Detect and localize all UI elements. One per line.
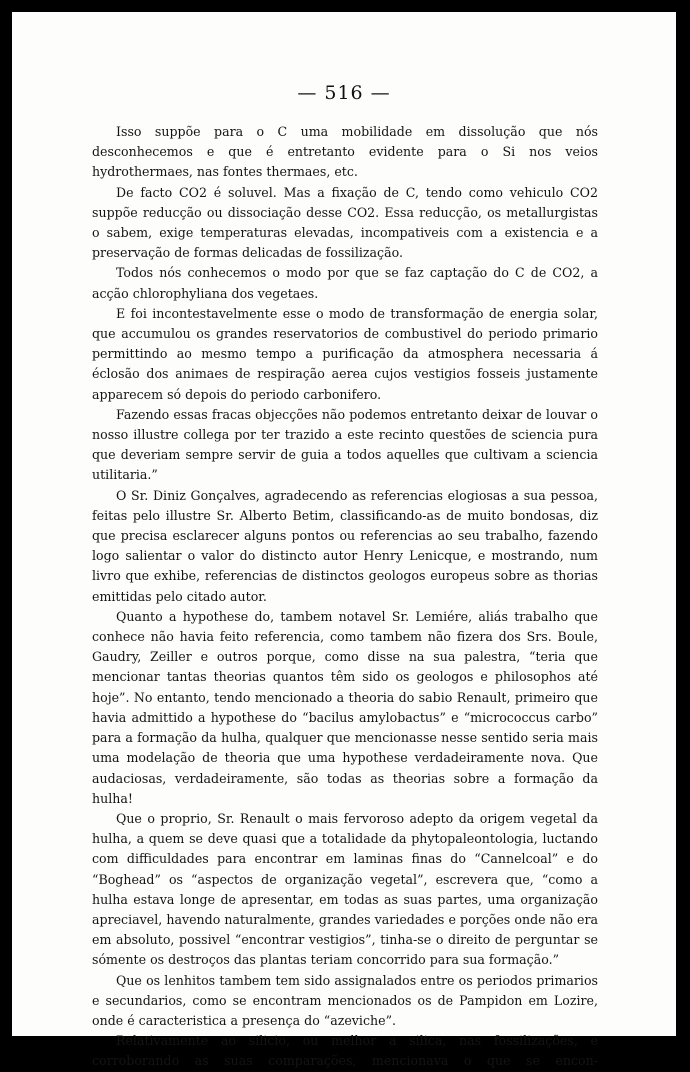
document-page bbox=[12, 12, 676, 1069]
paragraph-4: E foi incontestavelmente esse o modo de transformação de energia solar, que accumulou os grandes reservatorios de combustivel do periodo primario permittindo ao mesmo tempo a purificação da atmosphera necessaria á éclosão dos animaes de respiração aerea cujos vestigios fosseis justamente apparecem só depois do periodo carbonifero. bbox=[92, 305, 598, 402]
paragraph-9: Que os lenhitos tambem tem sido assignalados entre os periodos primarios e secundarios, como se encontram mencionados os de Pampidon em Lozire, onde é caracteristica a presença do “azeviche”. bbox=[92, 972, 598, 1028]
paragraph-1: Isso suppõe para o C uma mobilidade em dissolução que nós desconhecemos e que é entretanto evidente para o Si nos veios hydrothermaes, nas fontes thermaes, etc. bbox=[92, 124, 598, 180]
paragraph-2: De facto CO2 é soluvel. Mas a fixação de C, tendo como vehiculo CO2 suppõe reducção ou dissociação desse CO2. Essa reducção, os metallurgistas o sabem, exige temperaturas elevadas, incompativeis com a existencia e a preservação de formas delicadas de fossilização. bbox=[92, 184, 598, 261]
paragraph-7: Quanto a hypothese do, tambem notavel Sr. Lemiére, aliás trabalho que conhece não havia feito referencia, como tambem não fizera dos Srs. Boule, Gaudry, Zeiller e outros porque, como disse na sua palestra, “teria que mencionar tantas theorias quantos têm sido os geologos e philosophos até hoje”. No entanto, tendo mencionado a theoria do sabio Renault, primeiro que havia admittido a hypothese do “bacilus amylobactus” e “micrococcus carbo” para a formação da hulha, qualquer que mencionasse nesse sentido seria mais uma modelação de theoria que uma hypothese verdadeiramente nova. Que audaciosas, verdadeiramente, são todas as theorias sobre a formação da hulha! bbox=[92, 608, 598, 806]
paragraph-8: Que o proprio, Sr. Renault o mais fervoroso adepto da origem vegetal da hulha, a quem se deve quasi que a totalidade da phytopaleontologia, luctando com difficuldades para encontrar em laminas finas do “Cannelcoal” e do “Boghead” os “aspectos de organização vegetal”, escrevera que, “como a hulha estava longe de apresentar, em todas as suas partes, uma organização apreciavel, havendo naturalmente, grandes variedades e porções onde não era em absoluto, possivel “encontrar vestigios”, tinha-se o direito de perguntar se sómente os destroços das plantas teriam concorrido para sua formação.” bbox=[92, 810, 598, 968]
page-body bbox=[92, 122, 598, 1072]
paragraph-10: Relativamente ao silicio, ou melhor a silica, nas fossilizações, e corroborando as suas comparações, mencionava o que se encon- bbox=[92, 1033, 598, 1069]
page-number: — 516 — bbox=[297, 82, 391, 104]
paragraph-3: Todos nós conhecemos o modo por que se faz captação do C de CO2, a acção chlorophyliana dos vegetaes. bbox=[92, 265, 598, 301]
paragraph-6: O Sr. Diniz Gonçalves, agradecendo as referencias elogiosas a sua pessoa, feitas pelo illustre Sr. Alberto Betim, classificando-as de muito bondosas, diz que precisa esclarecer alguns pontos ou referencias ao seu trabalho, fazendo logo salientar o valor do distincto autor Henry Lenicque, e mostrando, num livro que exhibe, referencias de distinctos geologos europeus sobre as thorias emittidas pelo citado autor. bbox=[92, 487, 598, 604]
paragraph-5: Fazendo essas fracas objecções não podemos entretanto deixar de louvar o nosso illustre collega por ter trazido a este recinto questões de sciencia pura que deveriam sempre servir de guia a todos aquelles que cultivam a sciencia utilitaria.” bbox=[92, 406, 598, 483]
